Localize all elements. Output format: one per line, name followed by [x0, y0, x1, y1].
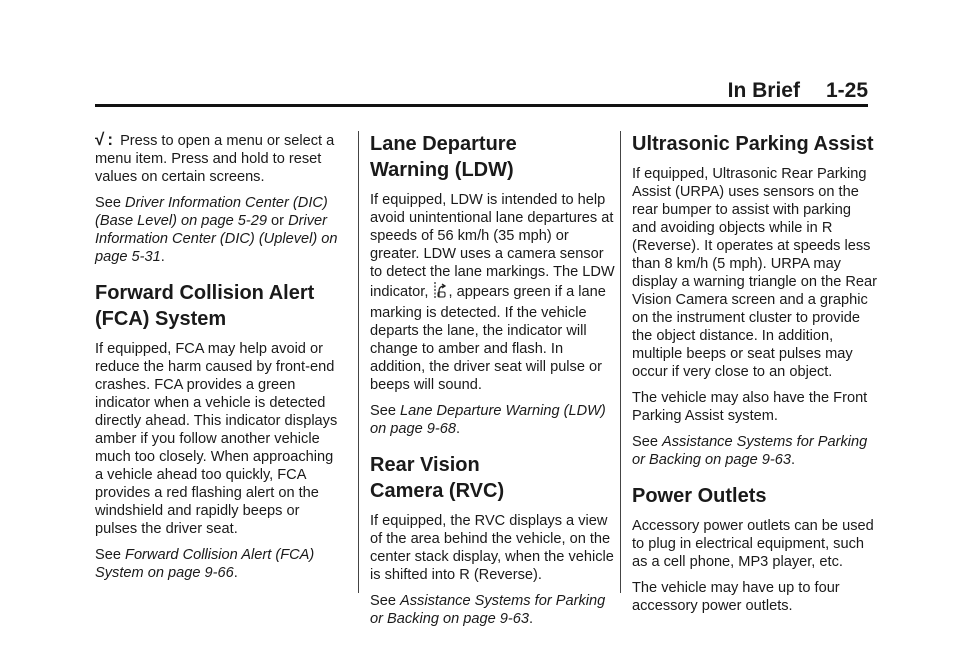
dic-base-link[interactable]: Driver Information Center (DIC) (Base Level) on page 5-29	[95, 195, 328, 229]
ldw-heading: Lane Departure Warning (LDW)	[370, 133, 517, 181]
power-outlets-heading: Power Outlets	[632, 485, 767, 507]
upa-heading: Ultrasonic Parking Assist	[632, 133, 874, 155]
upa-reference: See Assistance Systems for Parking or Backing on page 9-63.	[632, 434, 868, 468]
column-divider-2	[620, 131, 621, 593]
ldw-link[interactable]: Lane Departure Warning (LDW) on page 9-68	[370, 403, 606, 437]
fca-heading: Forward Collision Alert (FCA) System	[95, 282, 315, 330]
upa-link[interactable]: Assistance Systems for Parking or Backing on page 9-63	[632, 434, 868, 468]
check-button-description: √ : Press to open a menu or select a menu item. Press and hold to reset values on certain screens.	[95, 130, 335, 185]
header-rule	[95, 104, 868, 107]
check-icon: √	[95, 130, 105, 149]
upa-body: If equipped, Ultrasonic Rear Parking Assist (URPA) uses sensors on the rear bumper to assist with parking and avoiding objects while in R (Reverse). It operates at speeds less than 8 km/h (5 mph). URPA may display a warning triangle on the Rear Vision Camera screen and a graphic on the instrument cluster to provide the object distance. In addition, multiple beeps or seat pulses may occur if very close to an object.	[632, 166, 877, 380]
ldw-body: If equipped, LDW is intended to help avoid unintentional lane departures at speeds of 56 km/h (35 mph) or greater. LDW uses a camera sensor to detect the lane markings. The LDW indicator, , appears green if a lane marking is detected. If the vehicle departs the lane, the indicator will change to amber and flash. In addition, the driver seat will pulse or beeps will sound.	[370, 192, 615, 393]
ldw-reference: See Lane Departure Warning (LDW) on page 9-68.	[370, 403, 606, 437]
fca-body: If equipped, FCA may help avoid or reduce the harm caused by front-end crashes. FCA provides a green indicator when a vehicle is detected directly ahead. This indicator displays amber if you follow another vehicle much too closely. When approaching a vehicle ahead too quickly, FCA provides a red flashing alert on the windshield and rapidly beeps or pulses the driver seat.	[95, 341, 338, 537]
power-outlets-body: Accessory power outlets can be used to plug in electrical equipment, such as a cell phone, MP3 player, etc.	[632, 518, 874, 570]
section-title: In Brief	[727, 79, 800, 102]
rvc-reference: See Assistance Systems for Parking or Backing on page 9-63.	[370, 593, 606, 627]
rvc-link[interactable]: Assistance Systems for Parking or Backing on page 9-63	[370, 593, 606, 627]
dic-uplevel-link[interactable]: Driver Information Center (DIC) (Uplevel) on page 5-31	[95, 213, 338, 265]
column-1	[95, 131, 340, 590]
power-outlets-body-2: The vehicle may have up to four accessory power outlets.	[632, 580, 840, 614]
column-divider-1	[358, 131, 359, 593]
column-2	[370, 131, 615, 636]
column-3	[632, 131, 877, 623]
page-number: 1-25	[825, 79, 868, 102]
dic-reference: See Driver Information Center (DIC) (Base Level) on page 5-29 or Driver Information Center (DIC) (Uplevel) on page 5-31.	[95, 195, 338, 265]
lane-departure-icon	[433, 281, 447, 304]
upa-body-2: The vehicle may also have the Front Parking Assist system.	[632, 390, 868, 424]
rvc-body: If equipped, the RVC displays a view of the area behind the vehicle, on the center stack display, when the vehicle is shifted into R (Reverse).	[370, 513, 614, 583]
page-header	[0, 78, 868, 104]
fca-link[interactable]: Forward Collision Alert (FCA) System on page 9-66	[95, 547, 315, 581]
fca-reference: See Forward Collision Alert (FCA) System on page 9-66.	[95, 547, 315, 581]
rvc-heading: Rear Vision Camera (RVC)	[370, 454, 505, 502]
